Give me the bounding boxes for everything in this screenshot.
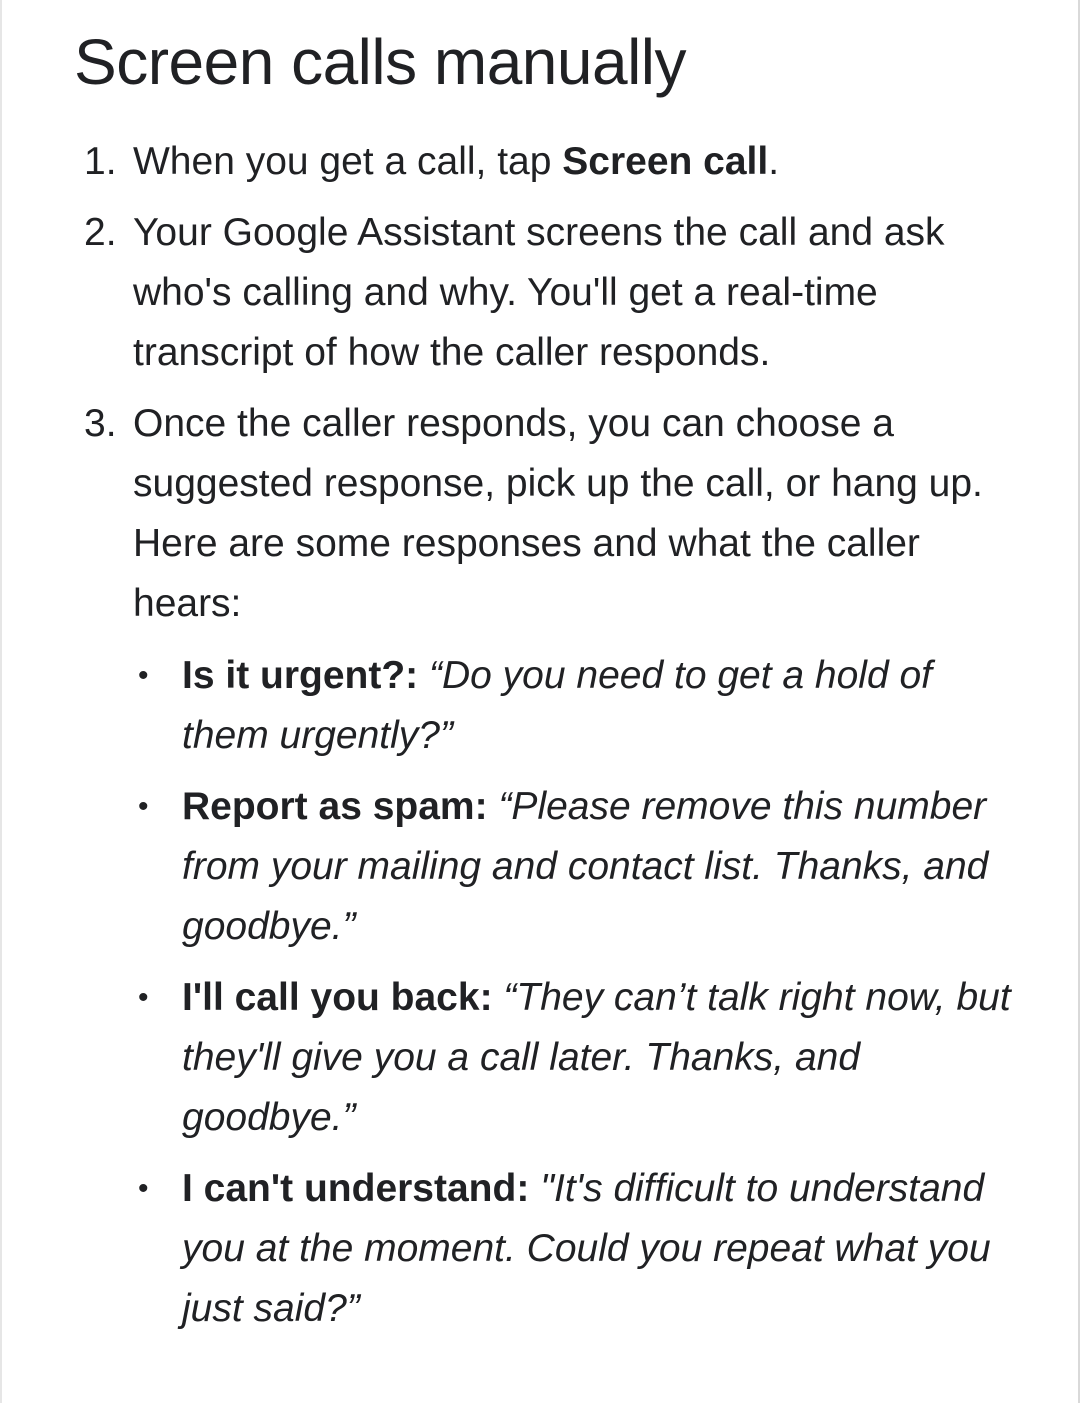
responses-list: [133, 646, 1013, 1339]
step-text: When you get a call, tap: [133, 140, 563, 183]
response-name: Report as spam:: [182, 785, 488, 828]
response-caller-hears: “They can’t talk right now, but they'll give you a call later. Thanks, and goodbye.”: [182, 976, 1011, 1139]
response-item: [133, 646, 1012, 766]
step-number: 3.: [84, 402, 117, 445]
response-name: Is it urgent?:: [182, 654, 419, 697]
bullet-icon: •: [138, 981, 149, 1014]
response-name: I'll call you back:: [182, 976, 493, 1019]
response-item: [133, 968, 1012, 1148]
page-title: Screen calls manually: [74, 26, 686, 98]
step-number: 1.: [84, 140, 117, 183]
step-text: Once the caller responds, you can choose a suggested response, pick up the call, or hang up. Here are some responses and what the caller hears:: [133, 402, 983, 625]
bullet-icon: •: [138, 659, 149, 692]
steps-list: [0, 132, 1080, 1350]
screen-call-label: Screen call: [562, 140, 769, 183]
response-caller-hears: “Please remove this number from your mailing and contact list. Thanks, and goodbye.”: [182, 785, 989, 948]
step-item: [0, 132, 1013, 192]
bullet-icon: •: [138, 790, 149, 823]
step-number: 2.: [84, 211, 117, 254]
response-caller-hears: "It's difficult to understand you at the moment. Could you repeat what you just said?”: [182, 1167, 991, 1330]
bullet-icon: •: [138, 1172, 149, 1205]
step-text: Your Google Assistant screens the call and ask who's calling and why. You'll get a real-time transcript of how the caller responds.: [133, 211, 945, 374]
response-caller-hears: “Do you need to get a hold of them urgently?”: [182, 654, 933, 757]
step-item: [0, 203, 1013, 383]
step-item: [0, 394, 1013, 1339]
step-text-end: .: [768, 140, 780, 183]
response-item: [133, 1159, 1012, 1339]
response-name: I can't understand:: [182, 1167, 530, 1210]
response-item: [133, 777, 1012, 957]
